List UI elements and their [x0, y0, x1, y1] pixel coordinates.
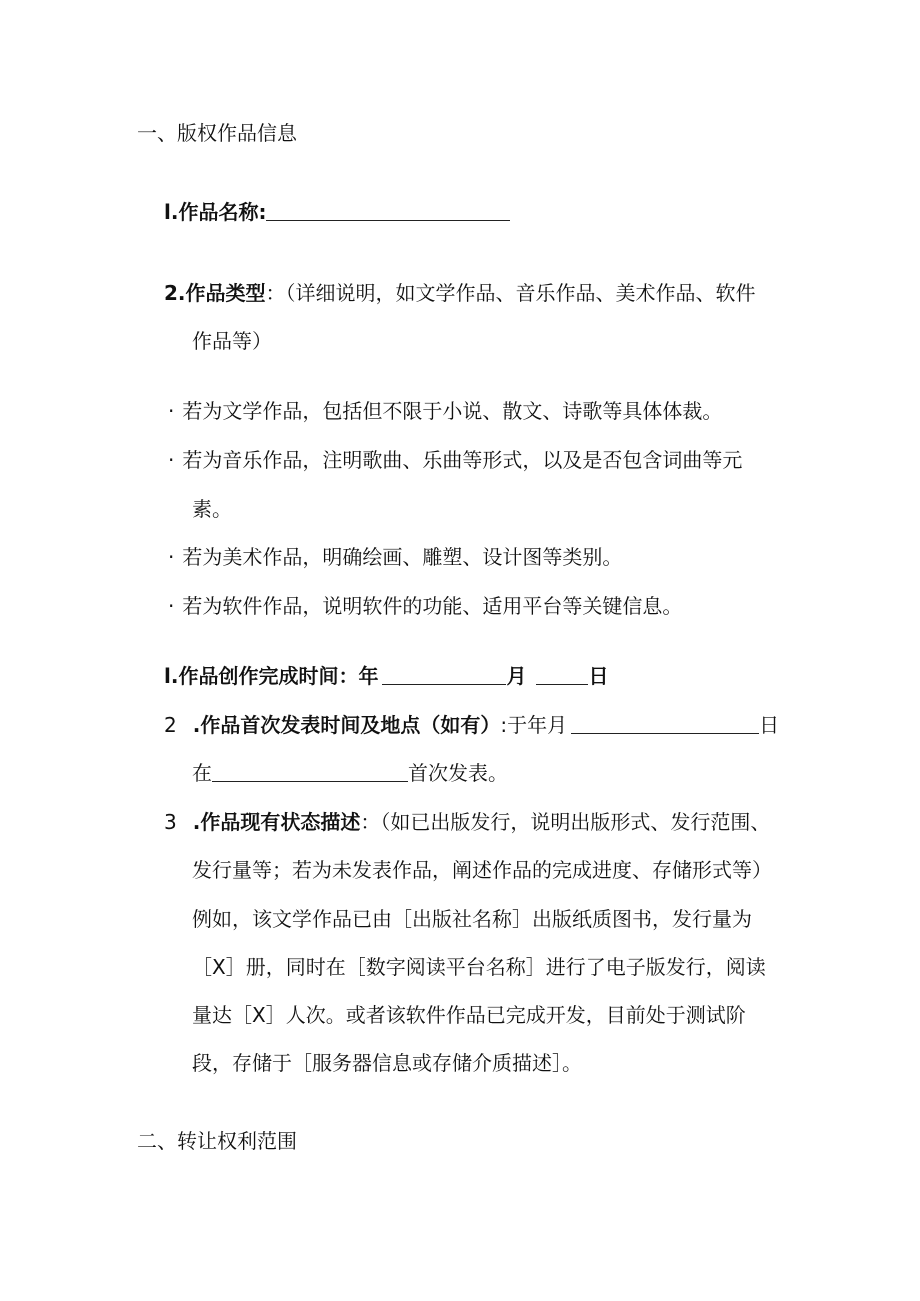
- field-label: .作品现有状态描述: [192, 810, 361, 834]
- bullet-item: [168, 542, 622, 572]
- field-description-cont: 作品等）: [192, 329, 272, 353]
- field-first-publication: [164, 710, 779, 740]
- bullet-text: 若为音乐作品，注明歌曲、乐曲等形式，以及是否包含词曲等元: [182, 448, 743, 472]
- section-heading-1: 一、版权作品信息: [137, 121, 297, 145]
- field-text: 首次发表。: [408, 761, 508, 785]
- status-text-line: 例如，该文学作品已由［出版社名称］出版纸质图书，发行量为: [192, 907, 752, 931]
- field-text: ：（如已出版发行，说明出版形式、发行范围、: [360, 810, 771, 834]
- bullet-dot: ·: [168, 594, 175, 618]
- bullet-text: 若为软件作品，说明软件的功能、适用平台等关键信息。: [182, 594, 683, 618]
- status-text-line: 量达［X］人次。或者该软件作品已完成开发，目前处于测试阶: [192, 1003, 746, 1027]
- field-label: 作品创作完成时间：年: [178, 664, 379, 688]
- field-work-name: [164, 197, 510, 227]
- bullet-text: 若为美术作品，明确绘画、雕塑、设计图等类别。: [182, 545, 623, 569]
- bullet-item: [168, 591, 682, 621]
- bullet-text-cont: 素。: [192, 497, 232, 521]
- status-text-line: ［X］册，同时在［数字阅读平台名称］进行了电子版发行，阅读: [192, 955, 766, 979]
- field-number: l.: [164, 200, 179, 224]
- field-number: 3: [164, 810, 177, 834]
- bullet-dot: ·: [168, 545, 175, 569]
- field-text: 在: [192, 761, 212, 785]
- status-text-line: 段，存储于［服务器信息或存储介质描述］。: [192, 1051, 582, 1075]
- field-number: l.: [164, 664, 179, 688]
- work-name-blank[interactable]: [266, 198, 510, 221]
- publication-place-blank[interactable]: [212, 759, 408, 782]
- status-text-line: 发行量等；若为未发表作品，阐述作品的完成进度、存储形式等）: [192, 858, 772, 882]
- field-label: 作品类型: [185, 281, 266, 305]
- field-number: 2.: [164, 281, 186, 305]
- bullet-dot: ·: [168, 448, 175, 472]
- bullet-dot: ·: [168, 399, 175, 423]
- field-current-status: [164, 807, 770, 837]
- field-work-type: [164, 278, 756, 308]
- field-completion-date: [164, 661, 608, 691]
- day-blank[interactable]: [536, 662, 588, 685]
- field-description: ：（详细说明，如文学作品、音乐作品、美术作品、软件: [265, 281, 756, 305]
- field-number: 2: [164, 713, 177, 737]
- publication-date-blank[interactable]: [571, 711, 759, 734]
- section-heading-2: 二、转让权利范围: [137, 1129, 297, 1153]
- field-label: .作品首次发表时间及地点（如有）: [192, 713, 501, 737]
- field-text: :于年月: [500, 713, 568, 737]
- day-label: 日: [588, 664, 609, 688]
- field-first-publication-place: [192, 758, 508, 788]
- month-label: 月: [506, 664, 527, 688]
- month-blank[interactable]: [382, 662, 506, 685]
- bullet-item: [168, 396, 722, 426]
- day-label: 日: [759, 713, 780, 737]
- bullet-text: 若为文学作品，包括但不限于小说、散文、诗歌等具体体裁。: [182, 399, 723, 423]
- bullet-item: [168, 445, 742, 475]
- field-label: 作品名称:: [178, 200, 267, 224]
